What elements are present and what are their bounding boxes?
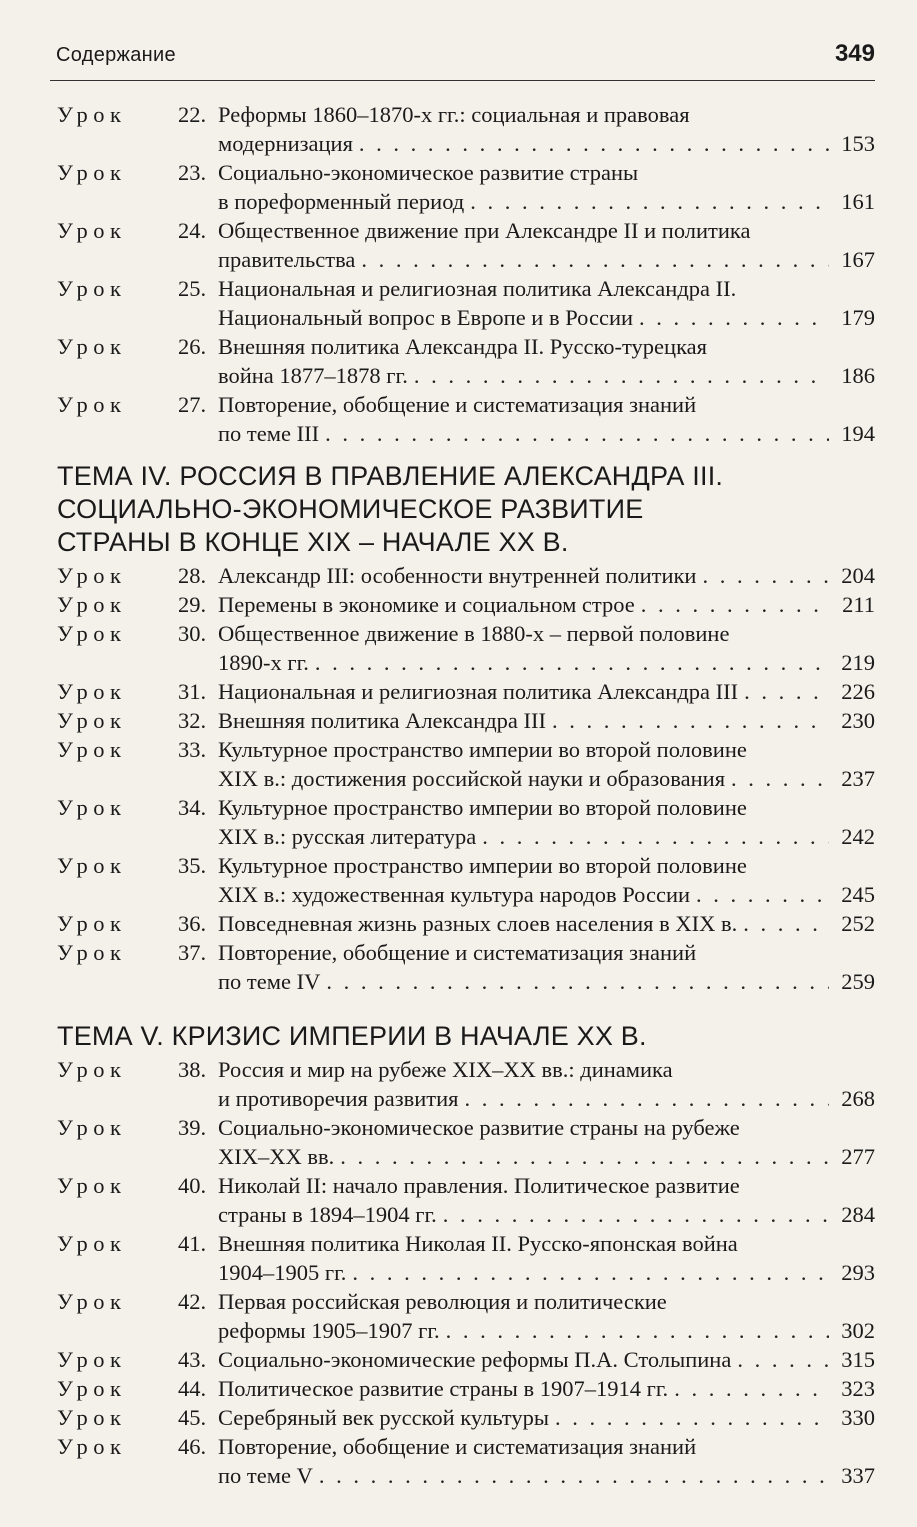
page-ref: 315 — [841, 1347, 875, 1372]
dot-leader — [361, 245, 829, 274]
lesson-label: Урок — [57, 1289, 127, 1314]
dot-leader — [359, 129, 829, 158]
page-ref: 237 — [841, 766, 875, 791]
toc-entry[interactable] — [57, 1113, 875, 1171]
lesson-title: XIX–XX вв. — [218, 1144, 335, 1169]
page-ref: 230 — [841, 708, 875, 733]
lesson-label: Урок — [57, 1376, 127, 1401]
dot-leader — [414, 361, 829, 390]
lesson-title: Социально-экономические реформы П.А. Столыпина — [218, 1347, 732, 1372]
dot-leader — [352, 1258, 829, 1287]
lesson-title: Россия и мир на рубеже XIX–XX вв.: динамика — [218, 1057, 673, 1082]
lesson-number: 34. — [178, 795, 207, 820]
lesson-title: 1890-х гг. — [218, 650, 309, 675]
lesson-title: в пореформенный период — [218, 189, 465, 214]
lesson-label: Урок — [57, 737, 127, 762]
toc-entry[interactable] — [57, 390, 875, 448]
lesson-number: 46. — [178, 1434, 207, 1459]
lesson-title: Культурное пространство империи во второй половине — [218, 795, 747, 820]
lesson-number: 38. — [178, 1057, 207, 1082]
lesson-label: Урок — [57, 1347, 127, 1372]
lesson-title: Национальная и религиозная политика Александра III — [218, 679, 739, 704]
lesson-title: Социально-экономическое развитие страны — [218, 160, 639, 185]
toc-entry[interactable] — [57, 216, 875, 274]
lesson-label: Урок — [57, 334, 127, 359]
lesson-title: XIX в.: художественная культура народов России — [218, 882, 691, 907]
lesson-title: по теме IV — [218, 969, 321, 994]
running-title: Содержание — [56, 44, 176, 66]
page-ref: 302 — [841, 1318, 875, 1343]
toc-entry[interactable] — [57, 1287, 875, 1345]
section-heading-line: ТЕМА V. КРИЗИС ИМПЕРИИ В НАЧАЛЕ XX В. — [57, 1021, 647, 1051]
dot-leader — [731, 764, 829, 793]
page-ref: 245 — [841, 882, 875, 907]
lesson-number: 23. — [178, 160, 207, 185]
page-ref: 211 — [842, 592, 875, 617]
lesson-title: Николай II: начало правления. Политическое развитие — [218, 1173, 740, 1198]
lesson-title: страны в 1894–1904 гг. — [218, 1202, 437, 1227]
lesson-label: Урок — [57, 592, 127, 617]
toc-entry[interactable] — [57, 938, 875, 996]
toc-group — [57, 100, 875, 448]
lesson-title: XIX в.: достижения российской науки и образования — [218, 766, 726, 791]
lesson-label: Урок — [57, 276, 127, 301]
toc-group — [57, 460, 875, 996]
lesson-label: Урок — [57, 392, 127, 417]
dot-leader — [696, 880, 829, 909]
toc-entry[interactable] — [57, 332, 875, 390]
dot-leader — [641, 590, 829, 619]
lesson-title: Культурное пространство империи во второй половине — [218, 853, 747, 878]
dot-leader — [446, 1316, 829, 1345]
dot-leader — [702, 561, 829, 590]
lesson-number: 44. — [178, 1376, 207, 1401]
page-ref: 204 — [841, 563, 875, 588]
toc-entry[interactable] — [57, 706, 875, 735]
page-ref: 293 — [841, 1260, 875, 1285]
lesson-label: Урок — [57, 563, 127, 588]
lesson-title: Социально-экономическое развитие страны на рубеже — [218, 1115, 740, 1140]
dot-leader — [315, 648, 829, 677]
lesson-title: реформы 1905–1907 гг. — [218, 1318, 440, 1343]
lesson-title: Повторение, обобщение и систематизация знаний — [218, 392, 697, 417]
table-of-contents — [57, 100, 875, 1490]
lesson-title: война 1877–1878 гг. — [218, 363, 408, 388]
lesson-title: модернизация — [218, 131, 353, 156]
lesson-label: Урок — [57, 218, 127, 243]
lesson-label: Урок — [57, 1231, 127, 1256]
page-ref: 167 — [841, 247, 875, 272]
toc-entry[interactable] — [57, 1374, 875, 1403]
lesson-label: Урок — [57, 1057, 127, 1082]
lesson-number: 35. — [178, 853, 207, 878]
lesson-title: правительства — [218, 247, 356, 272]
lesson-title: по теме III — [218, 421, 320, 446]
lesson-title: Первая российская революция и политические — [218, 1289, 667, 1314]
toc-entry[interactable] — [57, 1171, 875, 1229]
page-ref: 226 — [841, 679, 875, 704]
lesson-title: Внешняя политика Николая II. Русско-японская война — [218, 1231, 738, 1256]
lesson-number: 27. — [178, 392, 207, 417]
page-ref: 242 — [841, 824, 875, 849]
dot-leader — [674, 1374, 829, 1403]
page-ref: 284 — [841, 1202, 875, 1227]
lesson-label: Урок — [57, 940, 127, 965]
page-ref: 161 — [841, 189, 875, 214]
lesson-title: Александр III: особенности внутренней политики — [218, 563, 697, 588]
lesson-number: 36. — [178, 911, 207, 936]
toc-entry[interactable] — [57, 1432, 875, 1490]
page-number: 349 — [834, 40, 875, 67]
toc-entry[interactable] — [57, 561, 875, 590]
lesson-title: Общественное движение при Александре II и политика — [218, 218, 751, 243]
dot-leader — [552, 706, 829, 735]
lesson-title: Внешняя политика Александра III — [218, 708, 546, 733]
toc-entry[interactable] — [57, 590, 875, 619]
lesson-title: Национальная и религиозная политика Александра II. — [218, 276, 737, 301]
lesson-label: Урок — [57, 853, 127, 878]
dot-leader — [340, 1142, 829, 1171]
lesson-title: Повторение, обобщение и систематизация знаний — [218, 940, 697, 965]
section-heading — [57, 460, 875, 559]
toc-entry[interactable] — [57, 735, 875, 793]
dot-leader — [743, 909, 829, 938]
lesson-label: Урок — [57, 708, 127, 733]
dot-leader — [470, 187, 829, 216]
lesson-title: Повседневная жизнь разных слоев населения в XIX в. — [218, 911, 738, 936]
page-ref: 323 — [841, 1376, 875, 1401]
lesson-title: и противоречия развития — [218, 1086, 459, 1111]
lesson-number: 32. — [178, 708, 207, 733]
lesson-number: 43. — [178, 1347, 207, 1372]
page-ref: 153 — [841, 131, 875, 156]
dot-leader — [744, 677, 829, 706]
dot-leader — [465, 1084, 829, 1113]
dot-leader — [325, 419, 829, 448]
page-ref: 186 — [841, 363, 875, 388]
lesson-title: Повторение, обобщение и систематизация знаний — [218, 1434, 697, 1459]
page-ref: 337 — [841, 1463, 875, 1488]
dot-leader — [319, 1461, 829, 1490]
dot-leader — [443, 1200, 829, 1229]
lesson-title: Серебряный век русской культуры — [218, 1405, 549, 1430]
section-heading-line: СТРАНЫ В КОНЦЕ XIX – НАЧАЛЕ XX В. — [57, 527, 569, 557]
toc-entry[interactable] — [57, 909, 875, 938]
lesson-label: Урок — [57, 160, 127, 185]
lesson-label: Урок — [57, 1173, 127, 1198]
lesson-number: 33. — [178, 737, 207, 762]
toc-entry[interactable] — [57, 158, 875, 216]
lesson-label: Урок — [57, 1405, 127, 1430]
lesson-label: Урок — [57, 1434, 127, 1459]
lesson-number: 24. — [178, 218, 207, 243]
lesson-number: 45. — [178, 1405, 207, 1430]
toc-entry[interactable] — [57, 1403, 875, 1432]
lesson-title: Внешняя политика Александра II. Русско-турецкая — [218, 334, 707, 359]
page-header — [50, 40, 875, 81]
lesson-title: Культурное пространство империи во второй половине — [218, 737, 747, 762]
lesson-number: 25. — [178, 276, 207, 301]
page-ref: 268 — [841, 1086, 875, 1111]
toc-entry[interactable] — [57, 1229, 875, 1287]
section-heading — [57, 1020, 875, 1053]
toc-entry[interactable] — [57, 1055, 875, 1113]
lesson-title: XIX в.: русская литература — [218, 824, 477, 849]
lesson-number: 28. — [178, 563, 207, 588]
toc-entry[interactable] — [57, 677, 875, 706]
lesson-title: Реформы 1860–1870-х гг.: социальная и правовая — [218, 102, 690, 127]
lesson-title: Национальный вопрос в Европе и в России — [218, 305, 634, 330]
lesson-number: 31. — [178, 679, 207, 704]
dot-leader — [737, 1345, 829, 1374]
toc-entry[interactable] — [57, 274, 875, 332]
lesson-number: 39. — [178, 1115, 207, 1140]
dot-leader — [639, 303, 829, 332]
toc-entry[interactable] — [57, 100, 875, 158]
lesson-number: 40. — [178, 1173, 207, 1198]
lesson-title: Перемены в экономике и социальном строе — [218, 592, 635, 617]
dot-leader — [326, 967, 829, 996]
lesson-number: 22. — [178, 102, 207, 127]
lesson-number: 26. — [178, 334, 207, 359]
lesson-number: 29. — [178, 592, 207, 617]
toc-entry[interactable] — [57, 1345, 875, 1374]
page-ref: 277 — [841, 1144, 875, 1169]
toc-group — [57, 1020, 875, 1490]
lesson-label: Урок — [57, 1115, 127, 1140]
lesson-title: Политическое развитие страны в 1907–1914 гг. — [218, 1376, 669, 1401]
lesson-number: 37. — [178, 940, 207, 965]
lesson-label: Урок — [57, 911, 127, 936]
lesson-label: Урок — [57, 795, 127, 820]
lesson-label: Урок — [57, 679, 127, 704]
toc-entry[interactable] — [57, 793, 875, 851]
page-ref: 219 — [841, 650, 875, 675]
lesson-title: по теме V — [218, 1463, 313, 1488]
lesson-label: Урок — [57, 621, 127, 646]
page-ref: 259 — [841, 969, 875, 994]
toc-entry[interactable] — [57, 619, 875, 677]
dot-leader — [555, 1403, 829, 1432]
page-ref: 330 — [841, 1405, 875, 1430]
lesson-number: 30. — [178, 621, 207, 646]
dot-leader — [482, 822, 829, 851]
lesson-title: Общественное движение в 1880-х – первой половине — [218, 621, 730, 646]
section-heading-line: ТЕМА IV. РОССИЯ В ПРАВЛЕНИЕ АЛЕКСАНДРА III. — [57, 461, 724, 491]
toc-entry[interactable] — [57, 851, 875, 909]
section-heading-line: СОЦИАЛЬНО-ЭКОНОМИЧЕСКОЕ РАЗВИТИЕ — [57, 494, 644, 524]
page-ref: 179 — [841, 305, 875, 330]
page-ref: 194 — [841, 421, 875, 446]
lesson-title: 1904–1905 гг. — [218, 1260, 347, 1285]
page-ref: 252 — [841, 911, 875, 936]
lesson-number: 42. — [178, 1289, 207, 1314]
lesson-number: 41. — [178, 1231, 207, 1256]
lesson-label: Урок — [57, 102, 127, 127]
